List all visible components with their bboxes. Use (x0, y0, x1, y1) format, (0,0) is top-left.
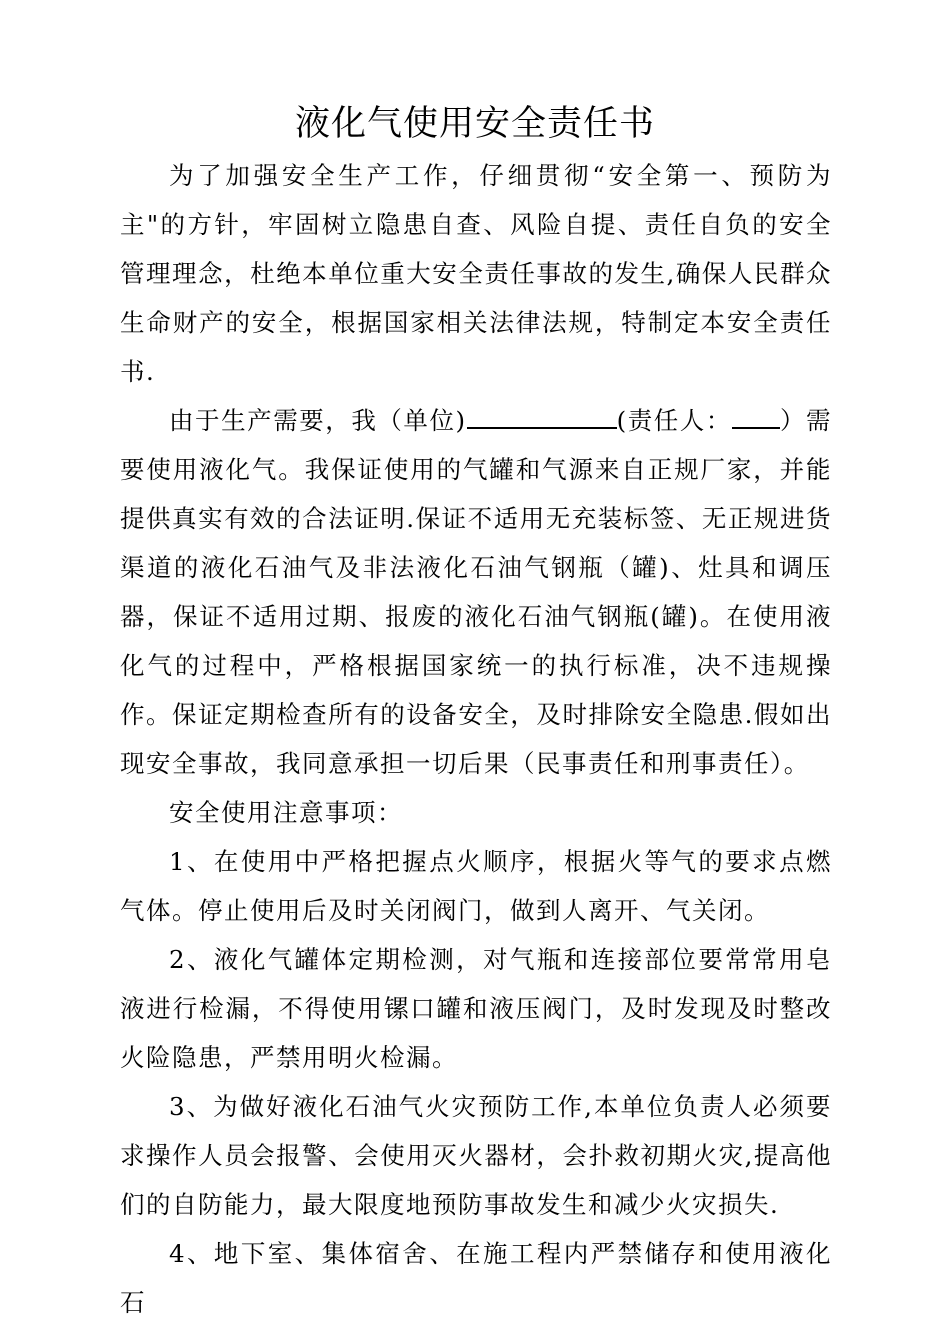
notes-heading: 安全使用注意事项： (169, 798, 403, 827)
note-item-2: 2、液化气罐体定期检测，对气瓶和连接部位要常常用皂液进行检漏，不得使用镙口罐和液压阀门，及时发现及时整改火险隐患，严禁用明火检漏。 (120, 945, 832, 1072)
note-item-3: 3、为做好液化石油气火灾预防工作,本单位负责人必须要求操作人员会报警、会使用灭火器材，会扑救初期火灾,提高他们的自防能力，最大限度地预防事故发生和减少火灾损失. (120, 1092, 832, 1219)
note-item-4: 4、地下室、集体宿舍、在施工程内严禁储存和使用液化石 (120, 1239, 832, 1317)
note-item-1: 1、在使用中严格把握点火顺序，根据火等气的要求点燃气体。停止使用后及时关闭阀门，做到人离开、气关闭。 (120, 847, 832, 925)
document-body (120, 151, 832, 1327)
responsible-person-blank (732, 397, 780, 429)
unit-name-blank (467, 397, 617, 429)
pledge-middle: (责任人： (616, 406, 732, 435)
intro-paragraph: 为了加强安全生产工作，仔细贯彻“安全第一、预防为主"的方针，牢固树立隐患自查、风险自提、责任自负的安全管理理念，杜绝本单位重大安全责任事故的发生,确保人民群众生命财产的安全，根据国家相关法律法规，特制定本安全责任书. (120, 161, 832, 386)
document-title: 液化气使用安全责任书 (294, 104, 655, 144)
pledge-prefix: 由于生产需要，我（单位) (169, 406, 467, 435)
pledge-suffix: ）需要使用液化气。我保证使用的气罐和气源来自正规厂家，并能提供真实有效的合法证明.保证不适用无充装标签、无正规进货渠道的液化石油气及非法液化石油气钢瓶（罐)、灶具和调压器，保证不适用过期、报废的液化石油气钢瓶(罐)。在使用液化气的过程中，严格根据国家统一的执行标准，决不违规操作。保证定期检查所有的设备安全，及时排除安全隐患.假如出现安全事故，我同意承担一切后果（民事责任和刑事责任）。 (120, 406, 833, 778)
pledge-paragraph (120, 396, 832, 788)
